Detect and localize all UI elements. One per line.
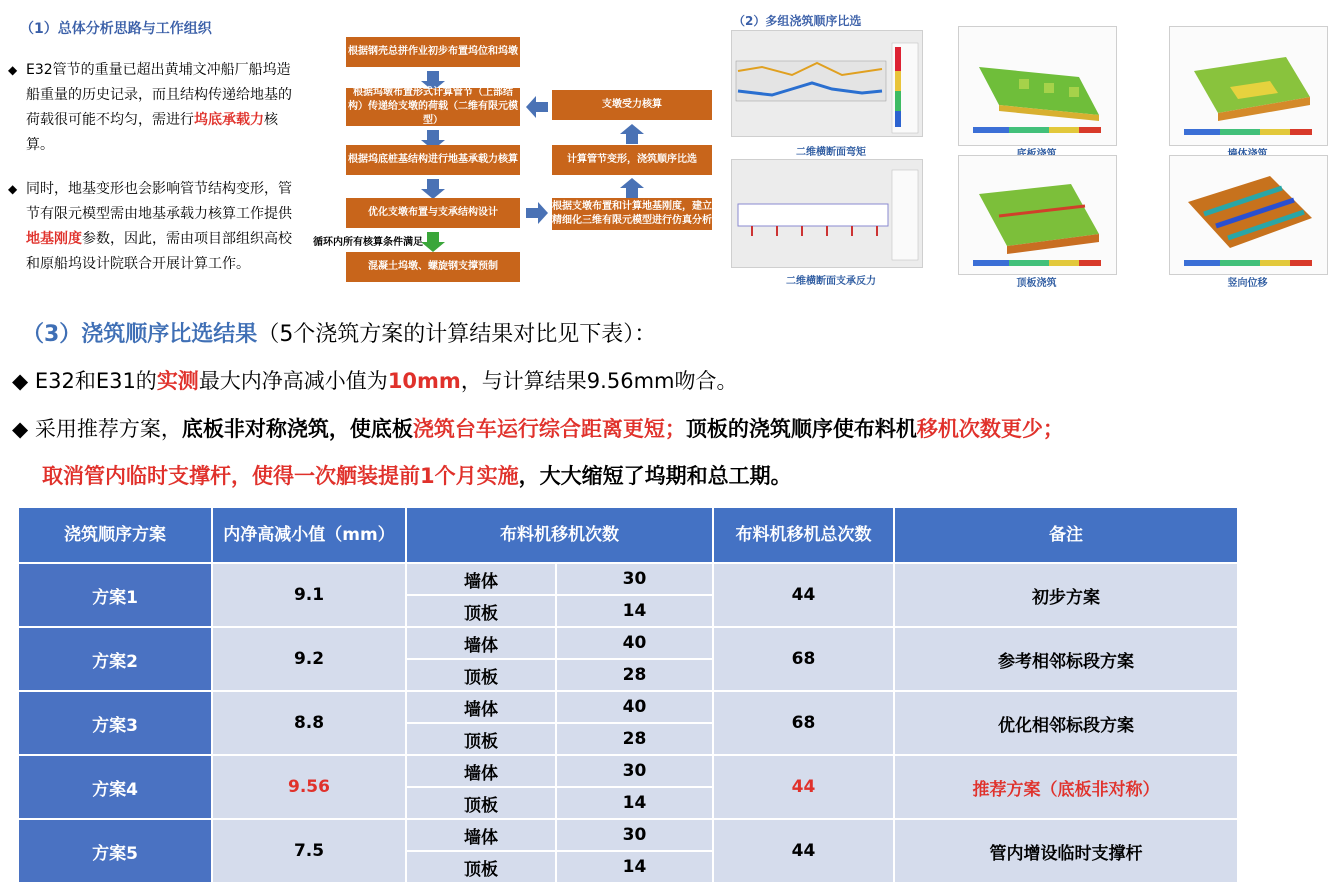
flow-box-1: 根据钢壳总拼作业初步布置坞位和坞墩	[346, 37, 520, 67]
floor-pour-plot	[959, 27, 1116, 145]
caption-displacement: 竖向位移	[1227, 278, 1268, 289]
table-header-row	[18, 507, 1238, 563]
results-table	[17, 506, 1239, 884]
bullet-1	[8, 58, 298, 158]
total-cell: 68	[713, 627, 894, 691]
arrow-up-icon	[626, 134, 638, 144]
wall-pour-image	[1169, 26, 1328, 146]
section3-title	[22, 317, 656, 348]
note-cell: 参考相邻标段方案	[894, 627, 1238, 691]
caption-reaction: 二维横断面支承反力	[786, 276, 876, 287]
reaction-plot	[732, 160, 922, 267]
note-cell: 优化相邻标段方案	[894, 691, 1238, 755]
result-line-2	[12, 414, 1064, 444]
arrow-down-icon	[427, 130, 439, 140]
line2-d: 顶板的浇筑顺序使布料机	[685, 417, 917, 441]
plan-cell: 方案3	[18, 691, 212, 755]
header-value: 内净高减小值（mm）	[212, 507, 406, 563]
top-label-cell: 顶板	[406, 659, 556, 691]
displacement-image	[1169, 155, 1328, 275]
value-cell: 9.2	[212, 627, 406, 691]
green-arrow-icon	[427, 232, 439, 242]
line2-b: 底板非对称浇筑，使底板	[181, 417, 413, 441]
wall-label-cell: 墙体	[406, 755, 556, 787]
caption-moment: 二维横断面弯矩	[796, 147, 866, 158]
line3-a: 取消管内临时支撑杆，使得一次舾装提前1个月实施	[42, 464, 519, 488]
section3-title-bold: （3）浇筑顺序比选结果	[22, 322, 258, 347]
diamond-bullet-icon: ◆	[12, 369, 35, 393]
header-moves: 布料机移机次数	[406, 507, 713, 563]
floor-pour-image	[958, 26, 1117, 146]
note-cell: 初步方案	[894, 563, 1238, 627]
bullet2-highlight: 地基刚度	[26, 231, 82, 247]
moment-plot	[732, 31, 922, 136]
wall-pour-plot	[1170, 27, 1327, 145]
value-cell: 8.8	[212, 691, 406, 755]
flow-box-3: 根据坞底桩基结构进行地基承载力核算	[346, 145, 520, 175]
flow-box-7: 计算管节变形，浇筑顺序比选	[552, 145, 712, 175]
bullet1-tail: 核算。	[26, 112, 278, 153]
total-cell-highlight: 44	[713, 755, 894, 819]
note-cell-highlight: 推荐方案（底板非对称）	[894, 755, 1238, 819]
value-cell: 7.5	[212, 819, 406, 883]
header-note: 备注	[894, 507, 1238, 563]
top-cell: 14	[556, 595, 713, 627]
line1-c: 最大内净高减小值为	[198, 369, 388, 393]
header-total: 布料机移机总次数	[713, 507, 894, 563]
line2-a: 采用推荐方案，	[34, 417, 182, 441]
table-row	[18, 563, 1238, 595]
table-row	[18, 819, 1238, 851]
top-cell: 14	[556, 787, 713, 819]
moment-image	[731, 30, 923, 137]
wall-label-cell: 墙体	[406, 691, 556, 723]
table-row	[18, 627, 1238, 659]
arrow-down-icon	[427, 71, 439, 81]
arrow-down-icon	[427, 179, 439, 189]
line1-b: 实测	[156, 369, 199, 393]
line2-c: 浇筑台车运行综合距离更短；	[412, 417, 686, 441]
flow-box-4: 优化支墩布置与支承结构设计	[346, 198, 520, 228]
flow-box-6: 支墩受力核算	[552, 90, 712, 120]
wall-label-cell: 墙体	[406, 563, 556, 595]
top-label-cell: 顶板	[406, 787, 556, 819]
roof-pour-image	[958, 155, 1117, 275]
wall-label-cell: 墙体	[406, 819, 556, 851]
flow-box-8: 根据支墩布置和计算地基刚度，建立精细化三维有限元模型进行仿真分析	[552, 198, 712, 230]
top-cell: 14	[556, 851, 713, 883]
wall-cell: 30	[556, 563, 713, 595]
line1-d: 10mm	[387, 369, 461, 393]
top-cell: 28	[556, 659, 713, 691]
line1-e: ，与计算结果9.56mm吻合。	[460, 369, 738, 393]
diamond-bullet-icon: ◆	[8, 182, 18, 196]
roof-pour-plot	[959, 156, 1116, 274]
plan-cell: 方案2	[18, 627, 212, 691]
bullet1-highlight: 坞底承载力	[194, 112, 264, 128]
wall-cell: 40	[556, 691, 713, 723]
value-cell: 9.1	[212, 563, 406, 627]
wall-cell: 30	[556, 755, 713, 787]
wall-cell: 30	[556, 819, 713, 851]
total-cell: 44	[713, 819, 894, 883]
line2-e: 移机次数更少；	[916, 417, 1064, 441]
total-cell: 44	[713, 563, 894, 627]
top-label-cell: 顶板	[406, 595, 556, 627]
table-row	[18, 755, 1238, 787]
bullet2-tail: 参数，因此，需由项目部组织高校和原船坞设计院联合开展计算工作。	[26, 231, 292, 272]
flow-box-5: 混凝土坞墩、螺旋钢支撑预制	[346, 252, 520, 282]
diamond-bullet-icon: ◆	[8, 63, 18, 77]
line3-b: ，大大缩短了坞期和总工期。	[518, 464, 792, 488]
plan-cell: 方案1	[18, 563, 212, 627]
wall-label-cell: 墙体	[406, 627, 556, 659]
caption-roof: 顶板浇筑	[1016, 278, 1057, 289]
top-cell: 28	[556, 723, 713, 755]
bullet1-text: E32管节的重量已超出黄埔文冲船厂船坞造船重量的历史记录，而且结构传递给地基的荷载很可能不均匀，需进行	[26, 62, 292, 128]
bullet-2	[8, 177, 298, 277]
note-cell: 管内增设临时支撑杆	[894, 819, 1238, 883]
value-cell-highlight: 9.56	[212, 755, 406, 819]
section1-title: （1）总体分析思路与工作组织	[20, 21, 212, 37]
top-label-cell: 顶板	[406, 851, 556, 883]
displacement-plot	[1170, 156, 1327, 274]
total-cell: 68	[713, 691, 894, 755]
diamond-bullet-icon: ◆	[12, 417, 35, 441]
top-label-cell: 顶板	[406, 723, 556, 755]
table-row	[18, 691, 1238, 723]
loop-note: 循环内所有核算条件满足	[313, 237, 423, 248]
arrow-up-icon	[626, 188, 638, 198]
header-plan: 浇筑顺序方案	[18, 507, 212, 563]
result-line-3	[42, 461, 792, 491]
arrow-right-icon	[526, 208, 538, 218]
section2-title: （2）多组浇筑顺序比选	[733, 14, 862, 28]
flow-box-2: 根据坞墩布置形式计算管节（上部结构）传递给支墩的荷载（二维有限元模型）	[348, 87, 518, 126]
reaction-image	[731, 159, 923, 268]
wall-cell: 40	[556, 627, 713, 659]
section3-title-rest: （5个浇筑方案的计算结果对比见下表）：	[257, 322, 657, 347]
result-line-1	[12, 366, 737, 396]
plan-cell: 方案5	[18, 819, 212, 883]
bullet2-text: 同时，地基变形也会影响管节结构变形，管节有限元模型需由地基承载力核算工作提供	[26, 181, 292, 222]
line1-a: E32和E31的	[34, 369, 157, 393]
arrow-left-icon	[536, 102, 548, 112]
plan-cell: 方案4	[18, 755, 212, 819]
